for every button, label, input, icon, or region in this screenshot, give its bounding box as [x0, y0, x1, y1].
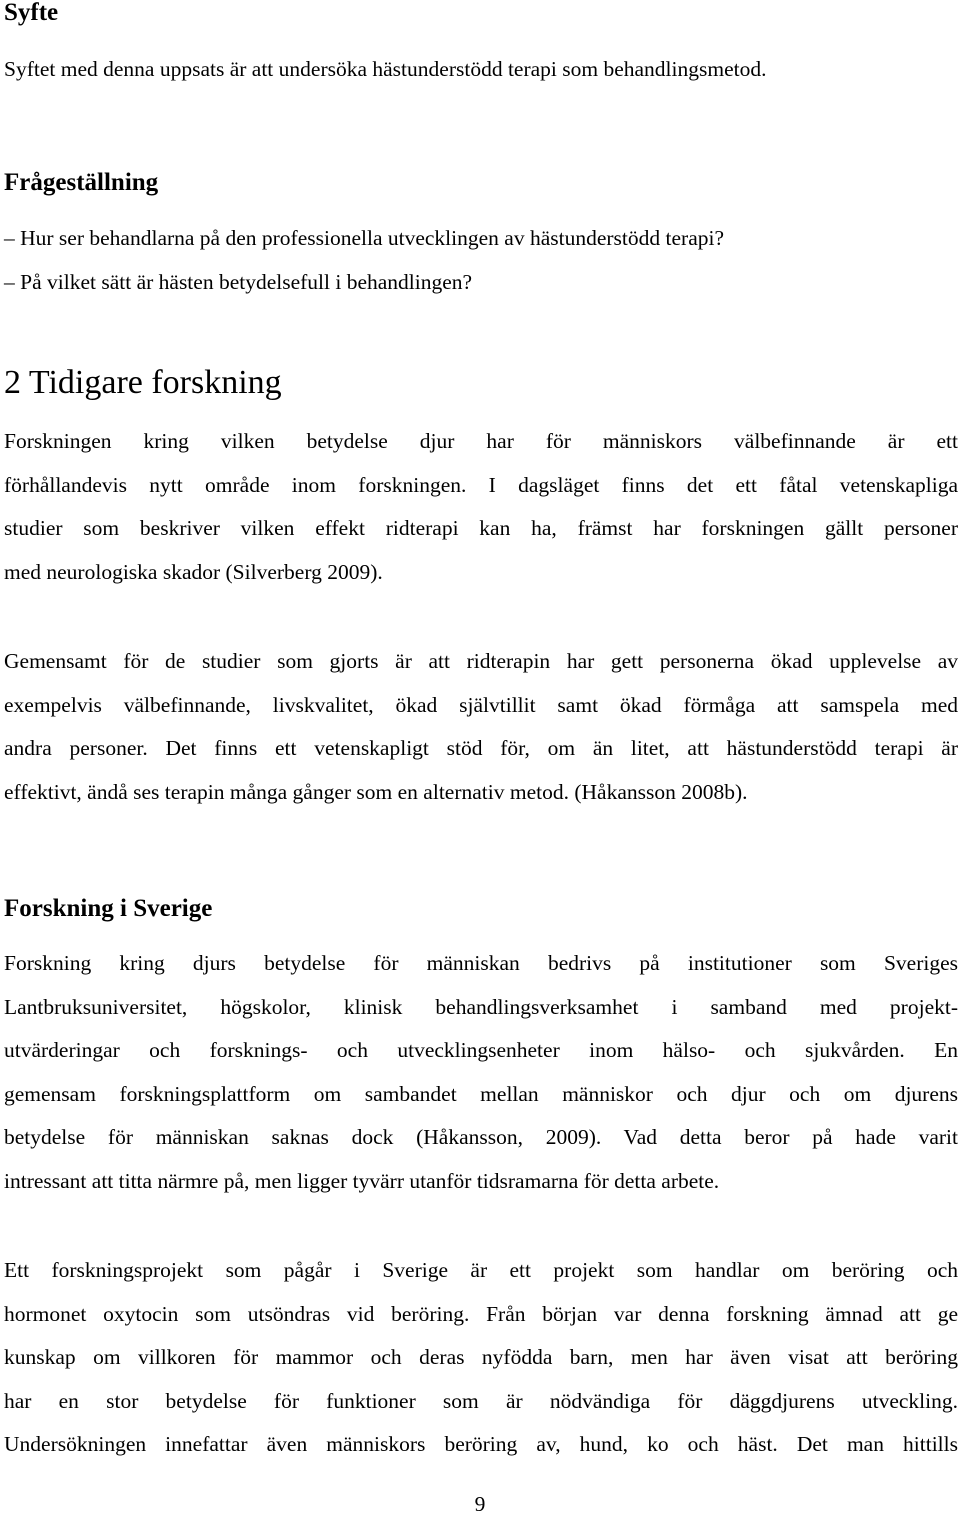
- paragraph-line: Gemensamt för de studier som gjorts är att ridterapin har gett personerna ökad upplevelse av: [4, 649, 958, 673]
- question-item: – På vilket sätt är hästen betydelsefull i behandlingen?: [4, 270, 473, 294]
- page-number: 9: [474, 1492, 486, 1516]
- paragraph-line: betydelse för människan saknas dock (Håkansson, 2009). Vad detta beror på hade varit: [4, 1125, 958, 1150]
- question-item: – Hur ser behandlarna på den professionella utvecklingen av hästunderstödd terapi?: [4, 226, 724, 250]
- paragraph-line: studier som beskriver vilken effekt ridterapi kan ha, främst har forskningen gällt personer: [4, 516, 958, 541]
- paragraph-tidigare-1: [4, 420, 958, 594]
- paragraph-line: effektivt, ändå ses terapin många gånger som en alternativ metod. (Håkansson 2008b).: [4, 779, 748, 804]
- syfte-text: Syftet med denna uppsats är att undersöka hästunderstödd terapi som behandlingsmetod.: [4, 57, 767, 81]
- section-heading-syfte: Syfte: [4, 0, 59, 26]
- section-heading-forskning-sverige: Forskning i Sverige: [4, 895, 213, 922]
- paragraph-line: Lantbruksuniversitet, högskolor, klinisk behandlingsverksamhet i samband med projekt-: [4, 994, 958, 1019]
- paragraph-line: utvärderingar och forsknings- och utvecklingsenheter inom hälso- och sjukvården. En: [4, 1038, 958, 1063]
- section-heading-fragestallning: Frågeställning: [4, 169, 159, 196]
- paragraph-tidigare-2: [4, 640, 958, 814]
- paragraph-line: gemensam forskningsplattform om sambandet mellan människor och djur och om djurens: [4, 1081, 958, 1106]
- paragraph-sverige-1: [4, 942, 958, 1204]
- paragraph-sverige-2: [4, 1249, 958, 1467]
- chapter-heading: 2 Tidigare forskning: [4, 364, 282, 401]
- paragraph-line: med neurologiska skador (Silverberg 2009).: [4, 559, 383, 584]
- paragraph-line: Undersökningen innefattar även människors beröring av, hund, ko och häst. Det man hittills: [4, 1432, 958, 1457]
- paragraph-line: kunskap om villkoren för mammor och deras nyfödda barn, men har även visat att beröring: [4, 1345, 958, 1370]
- paragraph-line: hormonet oxytocin som utsöndras vid beröring. Från början var denna forskning ämnad att ge: [4, 1301, 958, 1326]
- paragraph-line: exempelvis välbefinnande, livskvalitet, ökad självtillit samt ökad förmåga att samspela med: [4, 692, 958, 717]
- paragraph-line: andra personer. Det finns ett vetenskapligt stöd för, om än litet, att hästunderstödd terapi är: [4, 736, 958, 761]
- paragraph-line: förhållandevis nytt område inom forskningen. I dagsläget finns det ett fåtal vetenskapliga: [4, 472, 958, 497]
- paragraph-line: har en stor betydelse för funktioner som är nödvändiga för däggdjurens utveckling.: [4, 1388, 958, 1413]
- paragraph-line: Ett forskningsprojekt som pågår i Sverige är ett projekt som handlar om beröring och: [4, 1258, 958, 1282]
- paragraph-line: Forskningen kring vilken betydelse djur har för människors välbefinnande är ett: [4, 429, 958, 453]
- paragraph-line: Forskning kring djurs betydelse för människan bedrivs på institutioner som Sveriges: [4, 951, 958, 975]
- paragraph-line: intressant att titta närmre på, men ligger tyvärr utanför tidsramarna för detta arbete.: [4, 1168, 720, 1193]
